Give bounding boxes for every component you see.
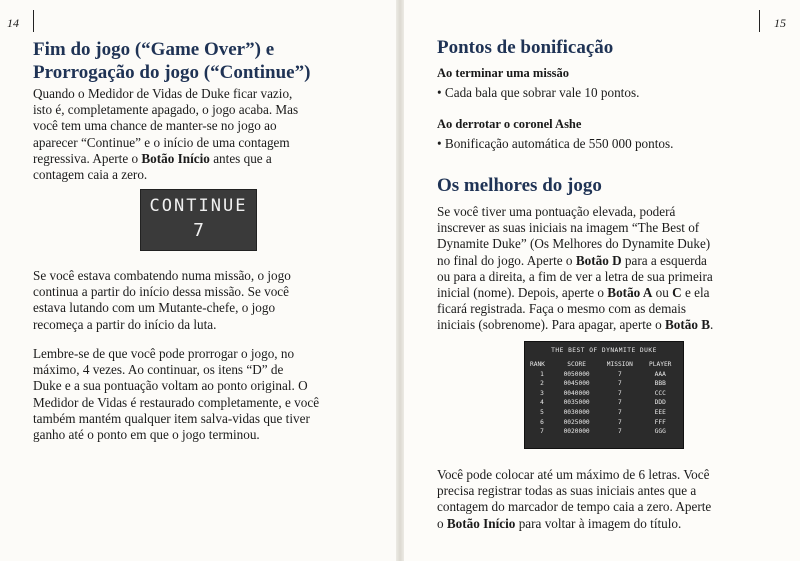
heading-game-over-line2: Prorrogação do jogo (“Continue”) — [33, 62, 311, 83]
header-rank: RANK — [530, 361, 545, 368]
table-row: 6 0025000 7 FFF — [540, 418, 666, 426]
continue-screen-text: CONTINUE — [149, 196, 248, 216]
continue-screen-image — [140, 189, 257, 251]
continue-countdown: 7 — [193, 220, 204, 241]
bullet-ashe-bonus: • Bonificação automática de 550 000 pontos. — [437, 136, 674, 151]
header-player: PLAYER — [649, 361, 672, 368]
page-number-right: 15 — [774, 16, 786, 30]
paragraph-continue-limit: Lembre-se de que você pode prorrogar o jogo, no máximo, 4 vezes. Ao continuar, os itens “D” de Duke e a sua pontuação voltam ao ponto original. O Medidor de Vidas é restaurado completamente, e você também mantém qualquer item salva-vidas que tiver ganho até o ponto em que o jogo terminou. — [33, 346, 320, 443]
table-row: 3 0040000 7 CCC — [540, 389, 666, 397]
heading-best-of-game: Os melhores do jogo — [437, 175, 602, 196]
heading-bonus-points: Pontos de bonificação — [437, 37, 614, 58]
best-of-screen-image — [524, 341, 684, 449]
high-score-header-row — [529, 360, 679, 370]
paragraph-game-over: Quando o Medidor de Vidas de Duke ficar vazio, isto é, completamente apagado, o jogo acaba. Mas você tem uma chance de manter-se no jogo ao aparecer “Continue” e o início de uma contagem regressiva. Aperte o Botão Início antes que a contagem caia a zero. — [33, 86, 299, 183]
page-rule-right — [759, 10, 760, 32]
subheading-mission-end: Ao terminar uma missão — [437, 66, 570, 80]
page-gutter — [396, 0, 404, 561]
paragraph-high-score: Se você tiver uma pontuação elevada, poderá inscrever as suas iniciais na imagem “The Best of Dynamite Duke” (Os Melhores do Dynamite Duke) no final do jogo. Aperte o Botão D para a esquerda ou para a direita, a fim de ver a letra de sua primeira inicial (nome). Depois, aperte o Botão A ou C e ela ficará registrada. Faça o mesmo com as demais iniciais (sobrenome). Para apagar, aperte o Botão B. — [437, 204, 714, 333]
table-row: 1 0050000 7 AAA — [540, 370, 666, 378]
high-score-table — [529, 360, 679, 437]
table-row: 5 0030000 7 EEE — [540, 408, 666, 416]
paragraph-letters-limit: Você pode colocar até um máximo de 6 letras. Você precisa registrar todas as suas iniciais antes que a contagem do marcador de tempo caia a zero. Aperte o Botão Início para voltar à imagem do título. — [437, 467, 712, 531]
best-of-screen-title: THE BEST OF DYNAMITE DUKE — [551, 347, 657, 354]
table-row: 2 0045000 7 BBB — [540, 380, 666, 388]
paragraph-continue-mission: Se você estava combatendo numa missão, o jogo continua a partir do início dessa missão. Se você estava lutando com um Mutante-chefe, o jogo recomeça a partir do início da luta. — [33, 268, 291, 332]
page-number-left: 14 — [7, 16, 19, 30]
page-rule-left — [33, 10, 34, 32]
heading-game-over-line1: Fim do jogo (“Game Over”) e — [33, 39, 275, 60]
table-row: 4 0035000 7 DDD — [540, 399, 666, 407]
header-score: SCORE — [567, 361, 586, 368]
header-mission: MISSION — [606, 361, 633, 368]
table-row: 7 0020000 7 GGG — [540, 428, 666, 436]
bullet-bullets-bonus: • Cada bala que sobrar vale 10 pontos. — [437, 85, 640, 100]
subheading-defeat-ashe: Ao derrotar o coronel Ashe — [437, 117, 582, 131]
